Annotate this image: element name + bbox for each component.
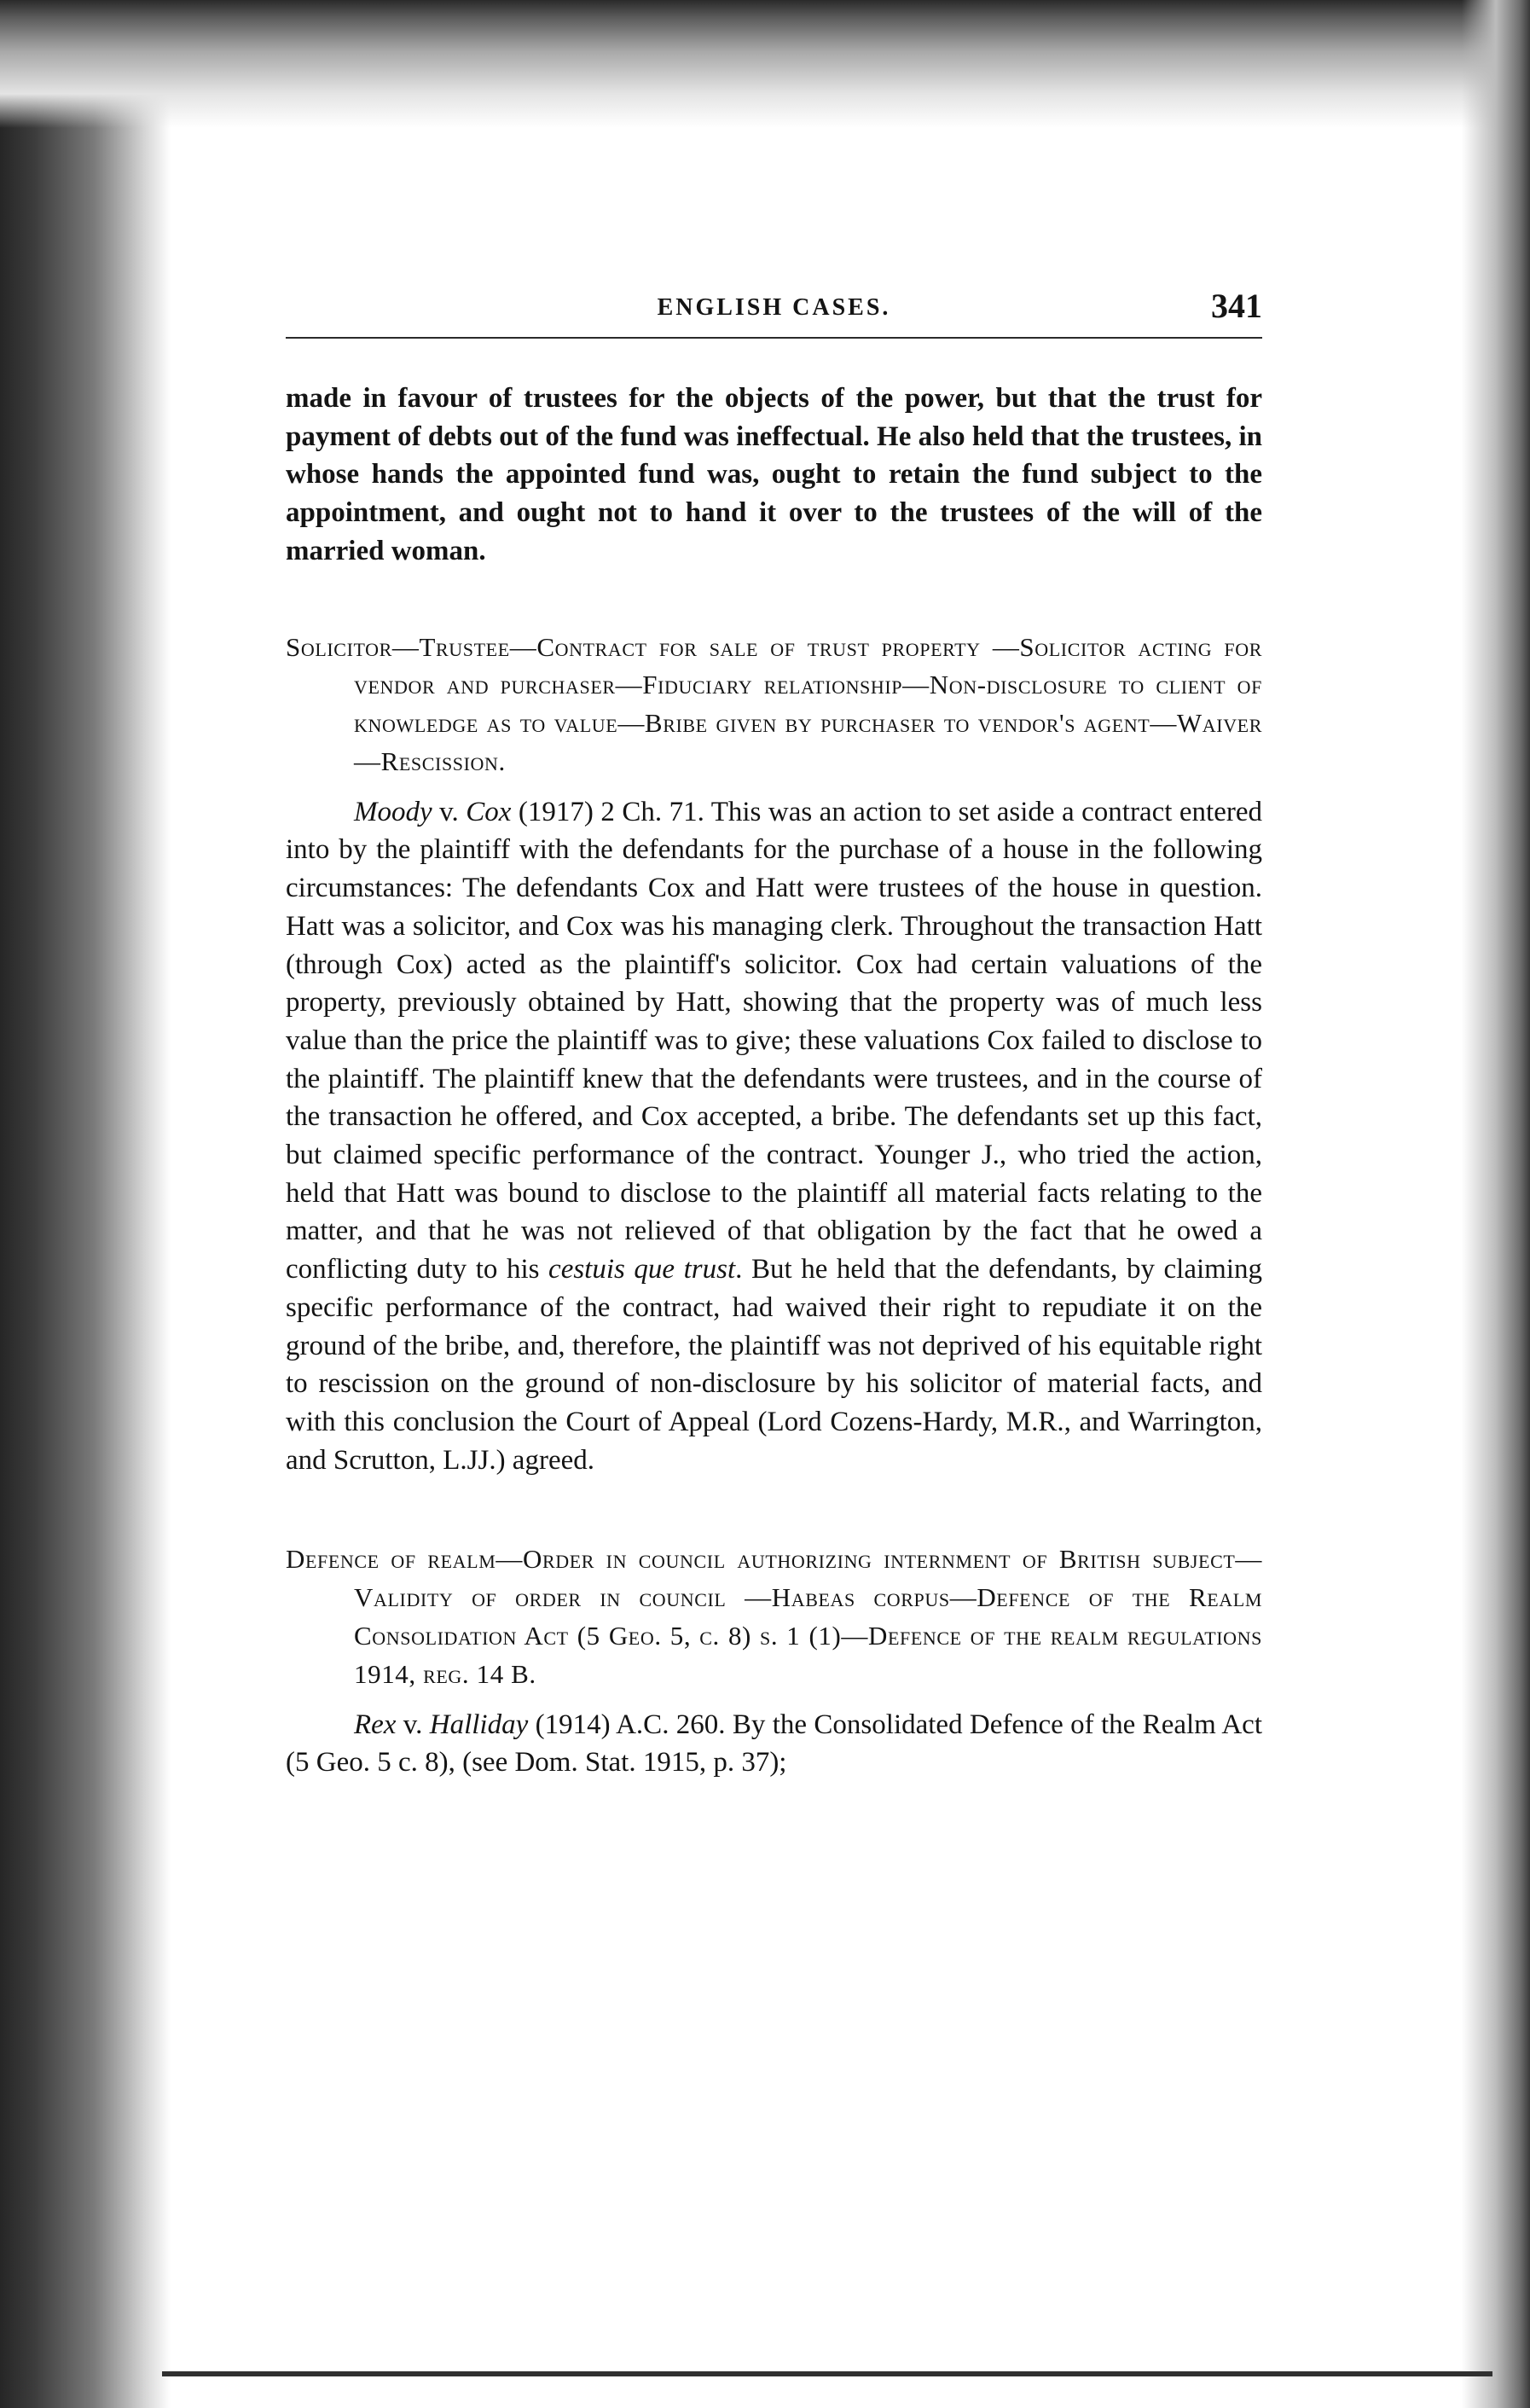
case-citation: (1917) 2 Ch. 71. bbox=[511, 796, 704, 827]
scan-edge-bottom bbox=[162, 2371, 1492, 2376]
scan-shadow-right bbox=[1462, 0, 1530, 2408]
page-body bbox=[286, 380, 1262, 1782]
case-name-rex: Rex bbox=[354, 1709, 397, 1740]
scan-shadow-top bbox=[0, 0, 1530, 128]
case-text-part-2: . But he held that the defendants, by claiming specific performance of the contract, had waived their right to repudiate it on the ground of the bribe, and, therefore, the plaintiff was not deprived of his equitable right to rescission on the ground of non-disclosure by his solicitor of material facts, and with this conclusion the Court of Appeal (Lord Cozens-Hardy, M.R., and Warrington, and Scrutton, L.JJ.) agreed. bbox=[286, 1254, 1262, 1476]
running-head: ENGLISH CASES. bbox=[657, 294, 891, 321]
case-citation: (1914) A.C. 260. bbox=[528, 1709, 726, 1740]
case-name-halliday: Halliday bbox=[429, 1709, 529, 1740]
section-heading-defence-of-realm: Defence of realm—Order in council authorizing internment of British subject—Validity of order in council —Habeas corpus—Defence of the Realm Consolidation Act (5 Geo. 5, c. 8) s. 1 (1)—Defence of the realm regulations 1914, reg. 14 B. bbox=[286, 1544, 1262, 1689]
scan-shadow-left bbox=[0, 0, 171, 2408]
section-heading-solicitor: Solicitor—Trustee—Contract for sale of trust property —Solicitor acting for vendor and purchaser—Fiduciary relationship—Non-disclosure to client of knowledge as to value—Bribe given by purchaser to vendor's agent—Waiver—Rescission. bbox=[286, 631, 1262, 776]
case-versus: v. bbox=[396, 1709, 430, 1740]
case-paragraph-moody-v-cox bbox=[286, 793, 1262, 1480]
page-number: 341 bbox=[1211, 287, 1262, 325]
page-header bbox=[286, 286, 1262, 339]
case-name-cox: Cox bbox=[466, 796, 512, 827]
case-text-part-1: This was an action to set aside a contract entered into by the plaintiff with the defendants for the purchase of a house in the following circumstances: The defendants Cox and Hatt were trustees of the house in question. Hatt was a solicitor, and Cox was his managing clerk. Throughout the transaction Hatt (through Cox) acted as the plaintiff's solicitor. Cox had certain valuations of the property, previously obtained by Hatt, showing that the property was of much less value than the price the plaintiff was to give; these valuations Cox failed to disclose to the plaintiff. The plaintiff knew that the defendants were trustees, and in the course of the transaction he offered, and Cox accepted, a bribe. The defendants set up this fact, but claimed specific performance of the contract. Younger J., who tried the action, held that Hatt was bound to disclose to the plaintiff all material facts relating to the matter, and that he was not relieved of that obligation by the fact that he owed a conflicting duty to his bbox=[286, 796, 1262, 1285]
case-paragraph-rex-v-halliday bbox=[286, 1706, 1262, 1782]
case-text-italic: cestuis que trust bbox=[548, 1254, 736, 1285]
case-versus: v. bbox=[432, 796, 467, 827]
case-name-moody: Moody bbox=[354, 796, 432, 827]
case-text-part-1: By the Consolidated Defence of the Realm Act (5 Geo. 5 c. 8), (see Dom. Stat. 1915, p. 37); bbox=[286, 1709, 1262, 1778]
intro-paragraph: made in favour of trustees for the objects of the power, but that the trust for payment of debts out of the fund was ineffectual. He also held that the trustees, in whose hands the appointed fund was, ought to retain the fund subject to the appointment, and ought not to hand it over to the trustees of the will of the married woman. bbox=[286, 383, 1262, 566]
